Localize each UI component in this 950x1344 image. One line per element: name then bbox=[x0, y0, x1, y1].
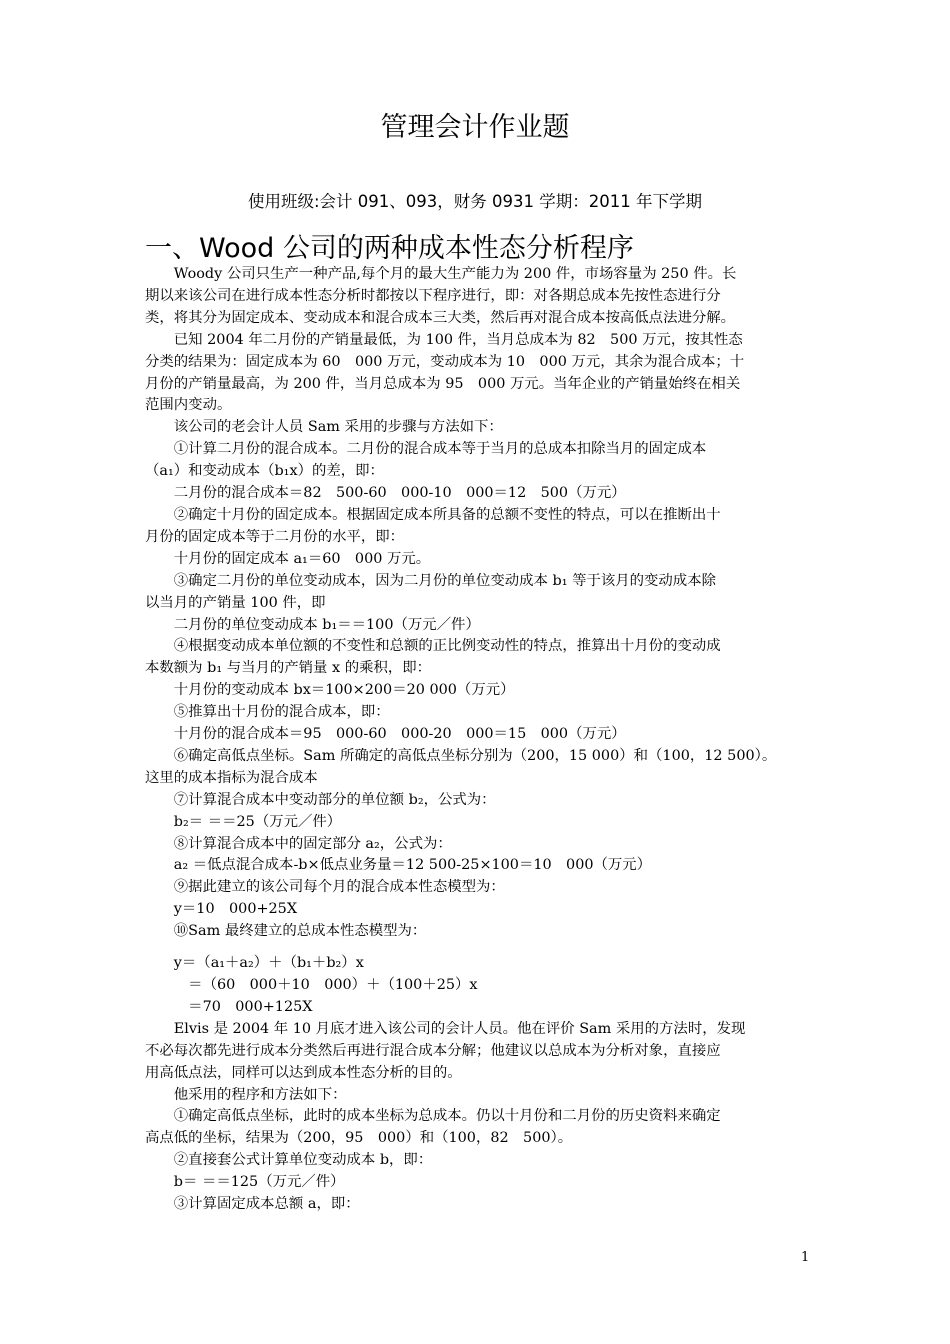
text-line: 已知 2004 年二月份的产销量最低，为 100 件，当月总成本为 82 500 万元，按其性态 bbox=[145, 331, 743, 348]
text-line: 用高低点法，同样可以达到成本性态分析的目的。 bbox=[145, 1064, 462, 1081]
text-line: 十月份的变动成本 bx＝100×200＝20 000（万元） bbox=[145, 682, 515, 699]
text-line: b＝ ＝＝125（万元／件） bbox=[145, 1174, 345, 1191]
spacer bbox=[145, 943, 808, 953]
document-title: 管理会计作业题 bbox=[380, 112, 570, 143]
text-line: 以当月的产销量 100 件，即 bbox=[145, 594, 326, 611]
text-line: ⑤推算出十月份的混合成本，即： bbox=[145, 704, 390, 721]
text-line: ⑩Sam 最终建立的总成本性态模型为： bbox=[145, 923, 427, 940]
text-line: ②确定十月份的固定成本。根据固定成本所具备的总额不变性的特点，可以在推断出十 bbox=[145, 506, 721, 523]
text-line: ①确定高低点坐标，此时的成本坐标为总成本。仍以十月份和二月份的历史资料来确定 bbox=[145, 1108, 721, 1125]
text-line: 期以来该公司在进行成本性态分析时都按以下程序进行，即：对各期总成本先按性态进行分 bbox=[145, 287, 721, 304]
page-number: 1 bbox=[801, 1250, 810, 1265]
text-line: ①计算二月份的混合成本。二月份的混合成本等于当月的总成本扣除当月的固定成本 bbox=[145, 441, 707, 458]
text-line: 二月份的单位变动成本 b₁＝＝100（万元／件） bbox=[145, 616, 480, 633]
text-line: ＝70 000+125X bbox=[145, 998, 313, 1015]
text-line: 二月份的混合成本＝82 500-60 000-10 000＝12 500（万元） bbox=[145, 485, 626, 502]
text-line: ③计算固定成本总额 a，即： bbox=[145, 1196, 360, 1213]
text-line: 月份的固定成本等于二月份的水平，即： bbox=[145, 528, 405, 545]
text-line: Woody 公司只生产一种产品,每个月的最大生产能力为 200 件，市场容量为 250 件。长 bbox=[145, 266, 737, 282]
text-line: 类，将其分为固定成本、变动成本和混合成本三大类，然后再对混合成本按高低点法进分解。 bbox=[145, 309, 736, 326]
text-line: ⑨据此建立的该公司每个月的混合成本性态模型为： bbox=[145, 879, 505, 896]
text-line: 十月份的混合成本＝95 000-60 000-20 000＝15 000（万元） bbox=[145, 726, 626, 743]
text-line: a₂ ＝低点混合成本-b×低点业务量＝12 500-25×100＝10 000（万元） bbox=[145, 857, 652, 874]
text-line: ③确定二月份的单位变动成本，因为二月份的单位变动成本 b₁ 等于该月的变动成本除 bbox=[145, 572, 716, 589]
text-line: ②直接套公式计算单位变动成本 b，即： bbox=[145, 1152, 433, 1169]
text-line: Elvis 是 2004 年 10 月底才进入该公司的会计人员。他在评价 Sam 采用的方法时，发现 bbox=[145, 1020, 746, 1037]
text-line: 本数额为 b₁ 与当月的产销量 x 的乘积，即： bbox=[145, 660, 432, 677]
text-line: b₂＝ ＝＝25（万元／件） bbox=[145, 813, 342, 830]
text-line: 这里的成本指标为混合成本 bbox=[145, 769, 318, 786]
text-line: y＝（a₁＋a₂）＋（b₁＋b₂）x bbox=[145, 955, 364, 972]
text-line: 该公司的老会计人员 Sam 采用的步骤与方法如下： bbox=[145, 419, 503, 436]
section-heading: 一、Wood 公司的两种成本性态分析程序 bbox=[145, 233, 634, 264]
text-line: ⑦计算混合成本中变动部分的单位额 b₂，公式为： bbox=[145, 791, 496, 808]
text-line: 他采用的程序和方法如下： bbox=[145, 1086, 347, 1103]
text-line: 范围内变动。 bbox=[145, 397, 232, 414]
text-line: y＝10 000+25X bbox=[145, 901, 298, 918]
document-body bbox=[145, 264, 808, 1216]
text-line: ⑧计算混合成本中的固定部分 a₂，公式为： bbox=[145, 835, 452, 852]
text-line: 高点低的坐标，结果为（200，95 000）和（100，82 500）。 bbox=[145, 1130, 573, 1147]
text-line: ＝（60 000＋10 000）＋（100＋25）x bbox=[145, 977, 478, 993]
text-line: 分类的结果为：固定成本为 60 000 万元，变动成本为 10 000 万元，其余为混合成本；十 bbox=[145, 353, 745, 370]
text-line: ⑥确定高低点坐标。Sam 所确定的高低点坐标分别为（200，15 000）和（100，12 500）。 bbox=[145, 747, 777, 764]
text-line: 不必每次都先进行成本分类然后再进行混合成本分解；他建议以总成本为分析对象，直接应 bbox=[145, 1042, 721, 1059]
text-line: 十月份的固定成本 a₁＝60 000 万元。 bbox=[145, 550, 431, 567]
class-term-info: 使用班级:会计 091、093，财务 0931 学期：2011 年下学期 bbox=[247, 192, 702, 211]
text-line: ④根据变动成本单位额的不变性和总额的正比例变动性的特点，推算出十月份的变动成 bbox=[145, 638, 721, 655]
text-line: 月份的产销量最高，为 200 件，当月总成本为 95 000 万元。当年企业的产销量始终在相关 bbox=[145, 375, 741, 392]
text-line: （a₁）和变动成本（b₁x）的差，即： bbox=[145, 463, 384, 480]
